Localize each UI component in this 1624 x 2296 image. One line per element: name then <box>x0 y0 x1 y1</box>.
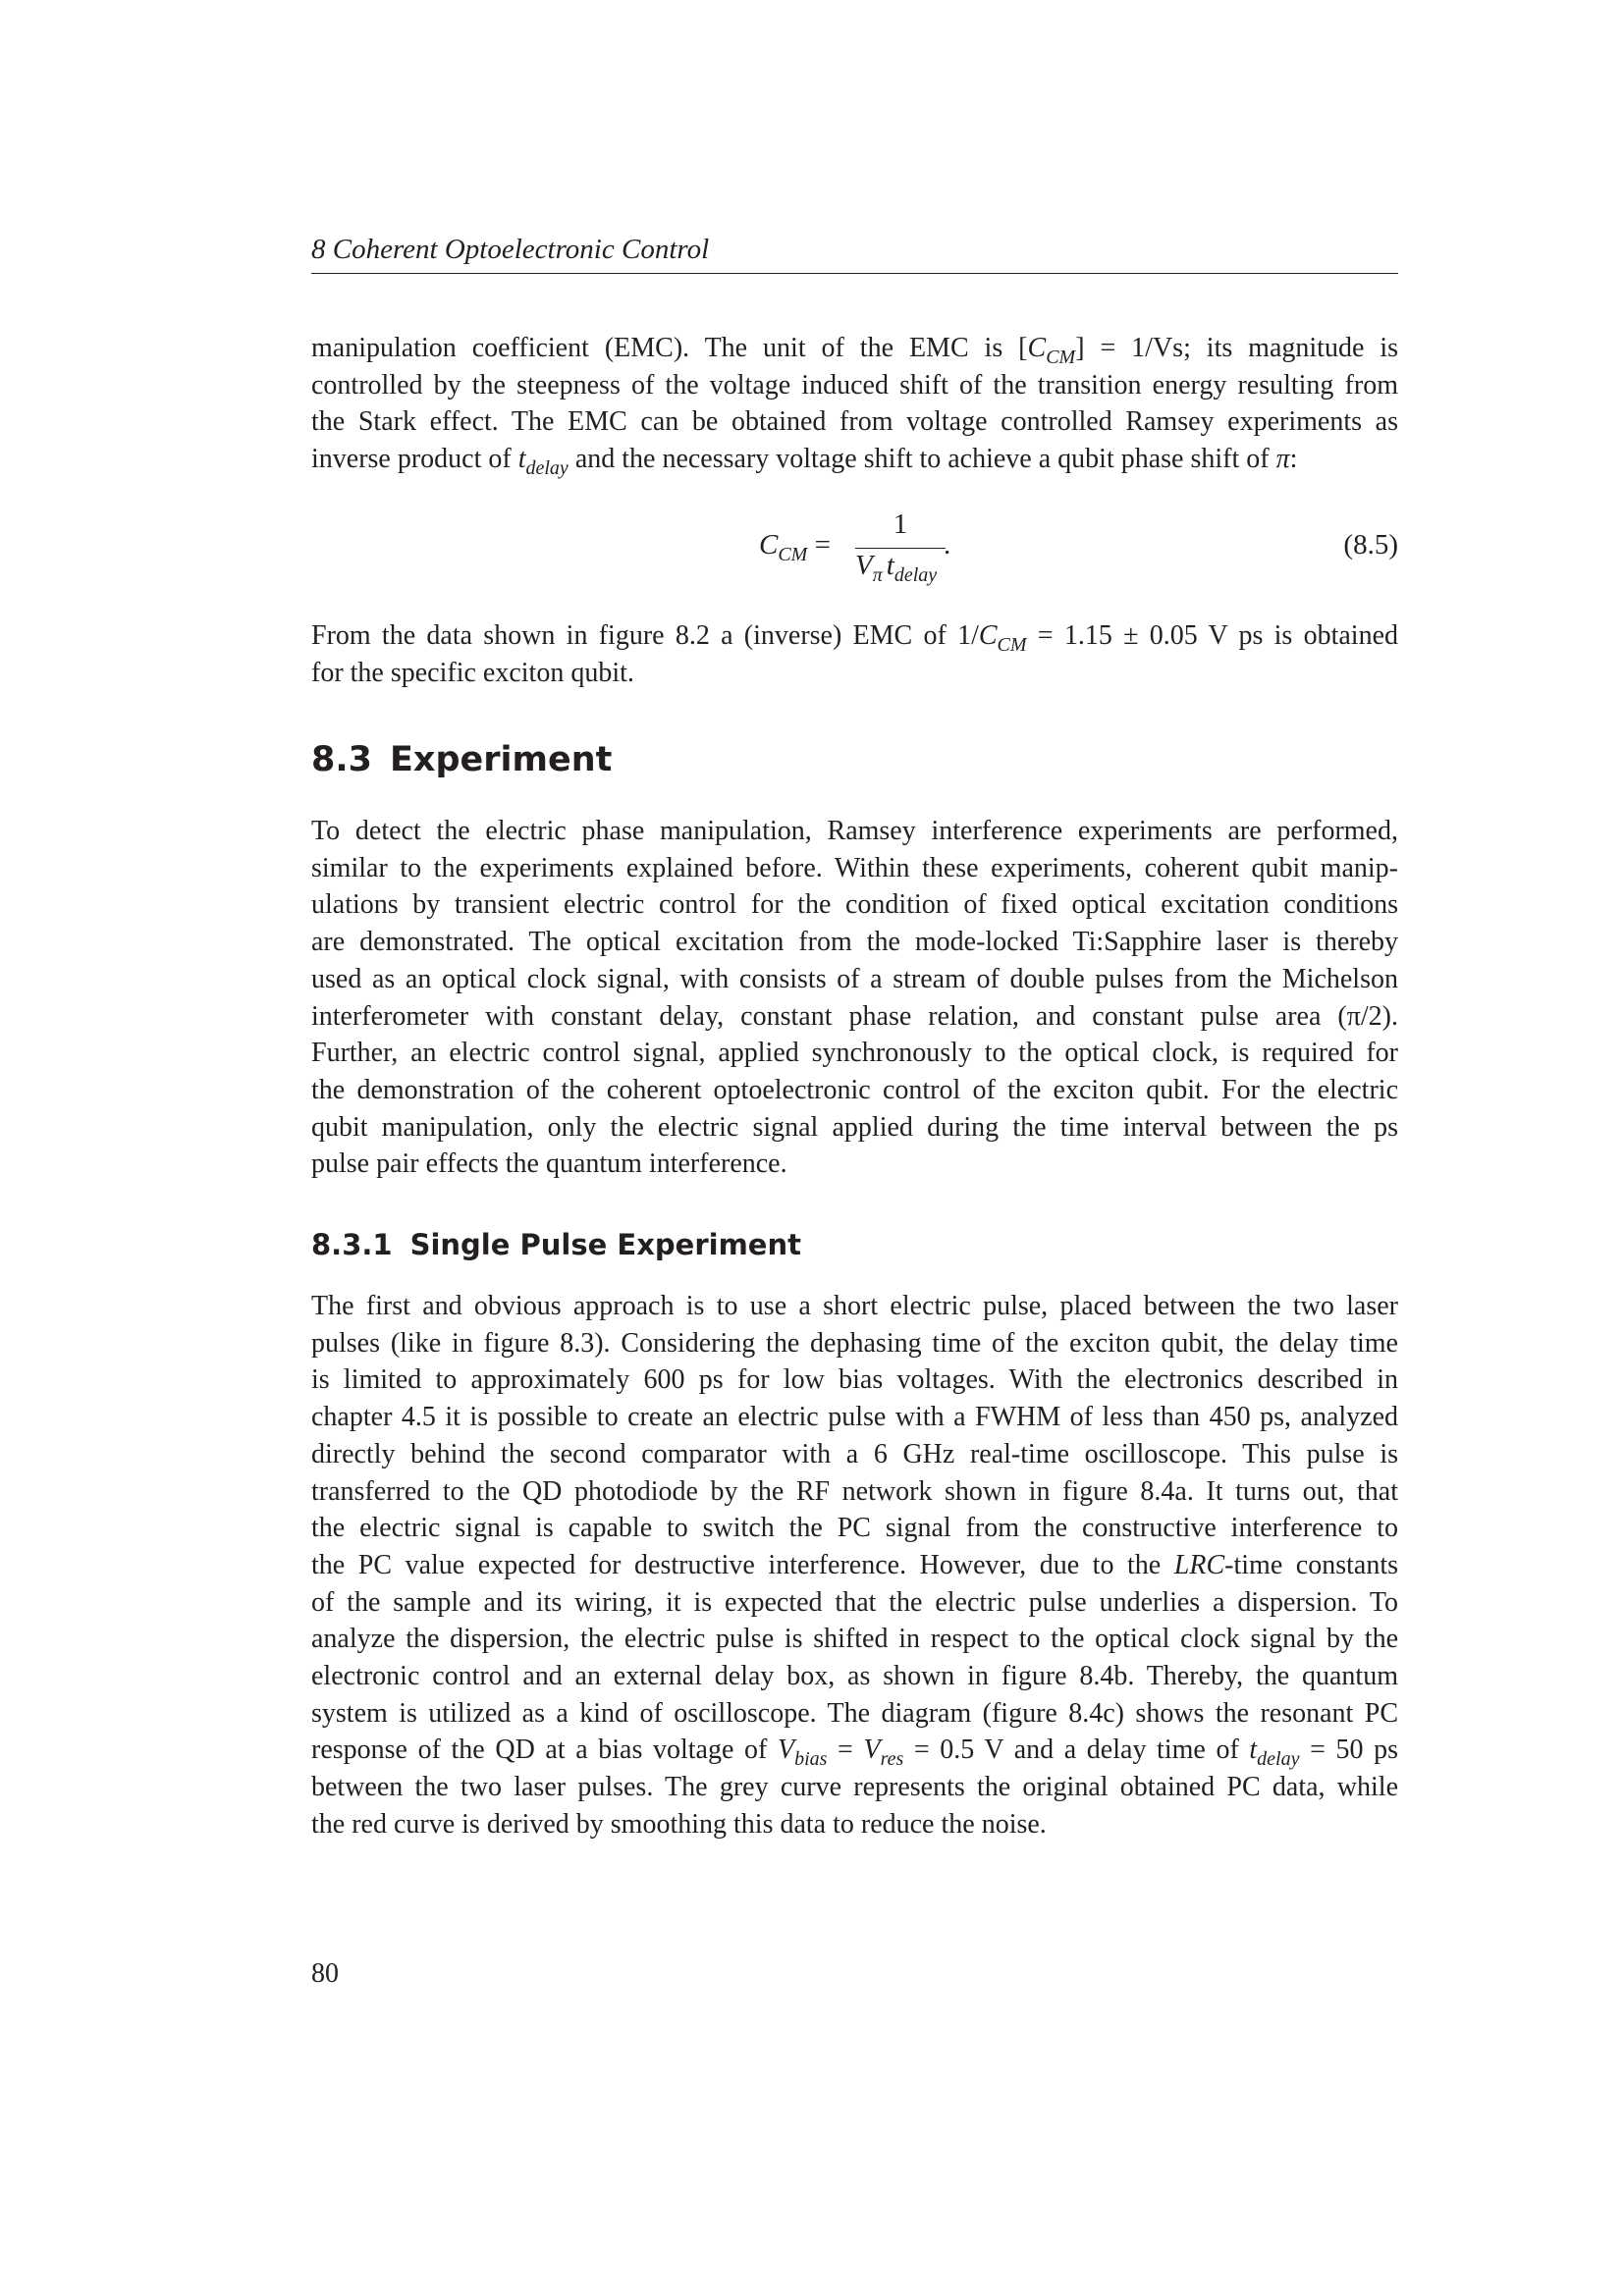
text-line: qubit manipulation, only the electric signal applied during the time interval between the ps <box>311 1111 1398 1143</box>
section-heading: 8.3 Experiment <box>311 740 613 779</box>
text-line: chapter 4.5 it is possible to create an electric pulse with a FWHM of less than 450 ps, analyzed <box>311 1402 1398 1433</box>
text-line: for the specific exciton qubit. <box>311 657 634 688</box>
text-line: controlled by the steepness of the voltage induced shift of the transition energy resulting from <box>311 369 1398 400</box>
text-line: the Stark effect. The EMC can be obtained from voltage controlled Ramsey experiments as <box>311 406 1398 438</box>
paragraph-single-pulse <box>311 1288 1398 1843</box>
text-line: electronic control and an external delay box, as shown in figure 8.4b. Thereby, the quantum <box>311 1661 1398 1692</box>
equation-lhs: $C_{CM}$ = <box>759 529 831 565</box>
text-line: the red curve is derived by smoothing this data to reduce the noise. <box>311 1808 1047 1840</box>
text-line: the PC value expected for destructive interference. However, due to the LRC-time constants <box>311 1549 1399 1580</box>
text-line: similar to the experiments explained before. Within these experiments, coherent qubit manip- <box>311 852 1398 883</box>
equation-period: . <box>944 529 951 561</box>
text-line: manipulation coefficient (EMC). The unit of the EMC is $[C_{CM}] = 1/Vs$; its magnitude is <box>311 333 1398 368</box>
text-line: pulse pair effects the quantum interference. <box>311 1148 787 1180</box>
text-line: the electric signal is capable to switch the PC signal from the constructive interference to <box>311 1513 1398 1544</box>
text-line: system is utilized as a kind of oscilloscope. The diagram (figure 8.4c) shows the resonant PC <box>311 1697 1398 1729</box>
text-line: the demonstration of the coherent optoelectronic control of the exciton qubit. For the electric <box>311 1074 1398 1105</box>
text-line: between the two laser pulses. The grey curve represents the original obtained PC data, while <box>311 1772 1398 1803</box>
text-line: To detect the electric phase manipulation, Ramsey interference experiments are performed, <box>311 816 1398 846</box>
fraction-bar <box>855 548 946 549</box>
text-line: transferred to the QD photodiode by the RF network shown in figure 8.4a. It turns out, that <box>311 1475 1398 1507</box>
running-head: 8 Coherent Optoelectronic Control <box>311 234 710 265</box>
fraction-denominator: $V_\pi$ $t_{delay}$ <box>855 550 938 586</box>
text-line: used as an optical clock signal, with consists of a stream of double pulses from the Michelson <box>311 963 1398 994</box>
text-line: response of the QD at a bias voltage of $V_{bias} = V_{res} = 0.5$ V and a delay time of $t_{delay} = 50$ ps <box>311 1735 1399 1771</box>
text-line: directly behind the second comparator with a 6 GHz real-time oscilloscope. This pulse is <box>311 1438 1398 1469</box>
text-line: analyze the dispersion, the electric pulse is shifted in respect to the optical clock signal by the <box>311 1624 1398 1655</box>
text-line: are demonstrated. The optical excitation from the mode-locked Ti:Sapphire laser is thereby <box>311 927 1398 958</box>
paragraph-emc-intro <box>311 330 1398 478</box>
text-line: Further, an electric control signal, applied synchronously to the optical clock, is required for <box>311 1038 1398 1069</box>
paragraph-emc-result <box>311 617 1398 691</box>
subsection-heading: 8.3.1 Single Pulse Experiment <box>311 1228 801 1261</box>
text-line: of the sample and its wiring, it is expected that the electric pulse underlies a dispersion. To <box>311 1586 1398 1618</box>
text-line: inverse product of $t_{delay}$ and the necessary voltage shift to achieve a qubit phase shift of π: <box>311 444 1298 480</box>
fraction-numerator: 1 <box>893 508 908 540</box>
text-line: is limited to approximately 600 ps for low bias voltages. With the electronics described in <box>311 1364 1398 1396</box>
text-line: pulses (like in figure 8.3). Considering the dephasing time of the exciton qubit, the delay time <box>311 1327 1398 1359</box>
page-number: 80 <box>311 1958 339 1989</box>
equation-8-5 <box>311 507 1398 595</box>
text-line: The first and obvious approach is to use a short electric pulse, placed between the two laser <box>311 1291 1398 1321</box>
text-line: interferometer with constant delay, constant phase relation, and constant pulse area (π/2). <box>311 1000 1398 1032</box>
header-rule <box>311 273 1398 274</box>
text-line: ulations by transient electric control for the condition of fixed optical excitation conditions <box>311 889 1398 921</box>
paragraph-experiment <box>311 813 1398 1183</box>
equation-number: (8.5) <box>1343 529 1398 561</box>
text-line: From the data shown in figure 8.2 a (inverse) EMC of $1/C_{CM} = 1.15 \pm 0.05$ V ps is obtained <box>311 620 1398 656</box>
